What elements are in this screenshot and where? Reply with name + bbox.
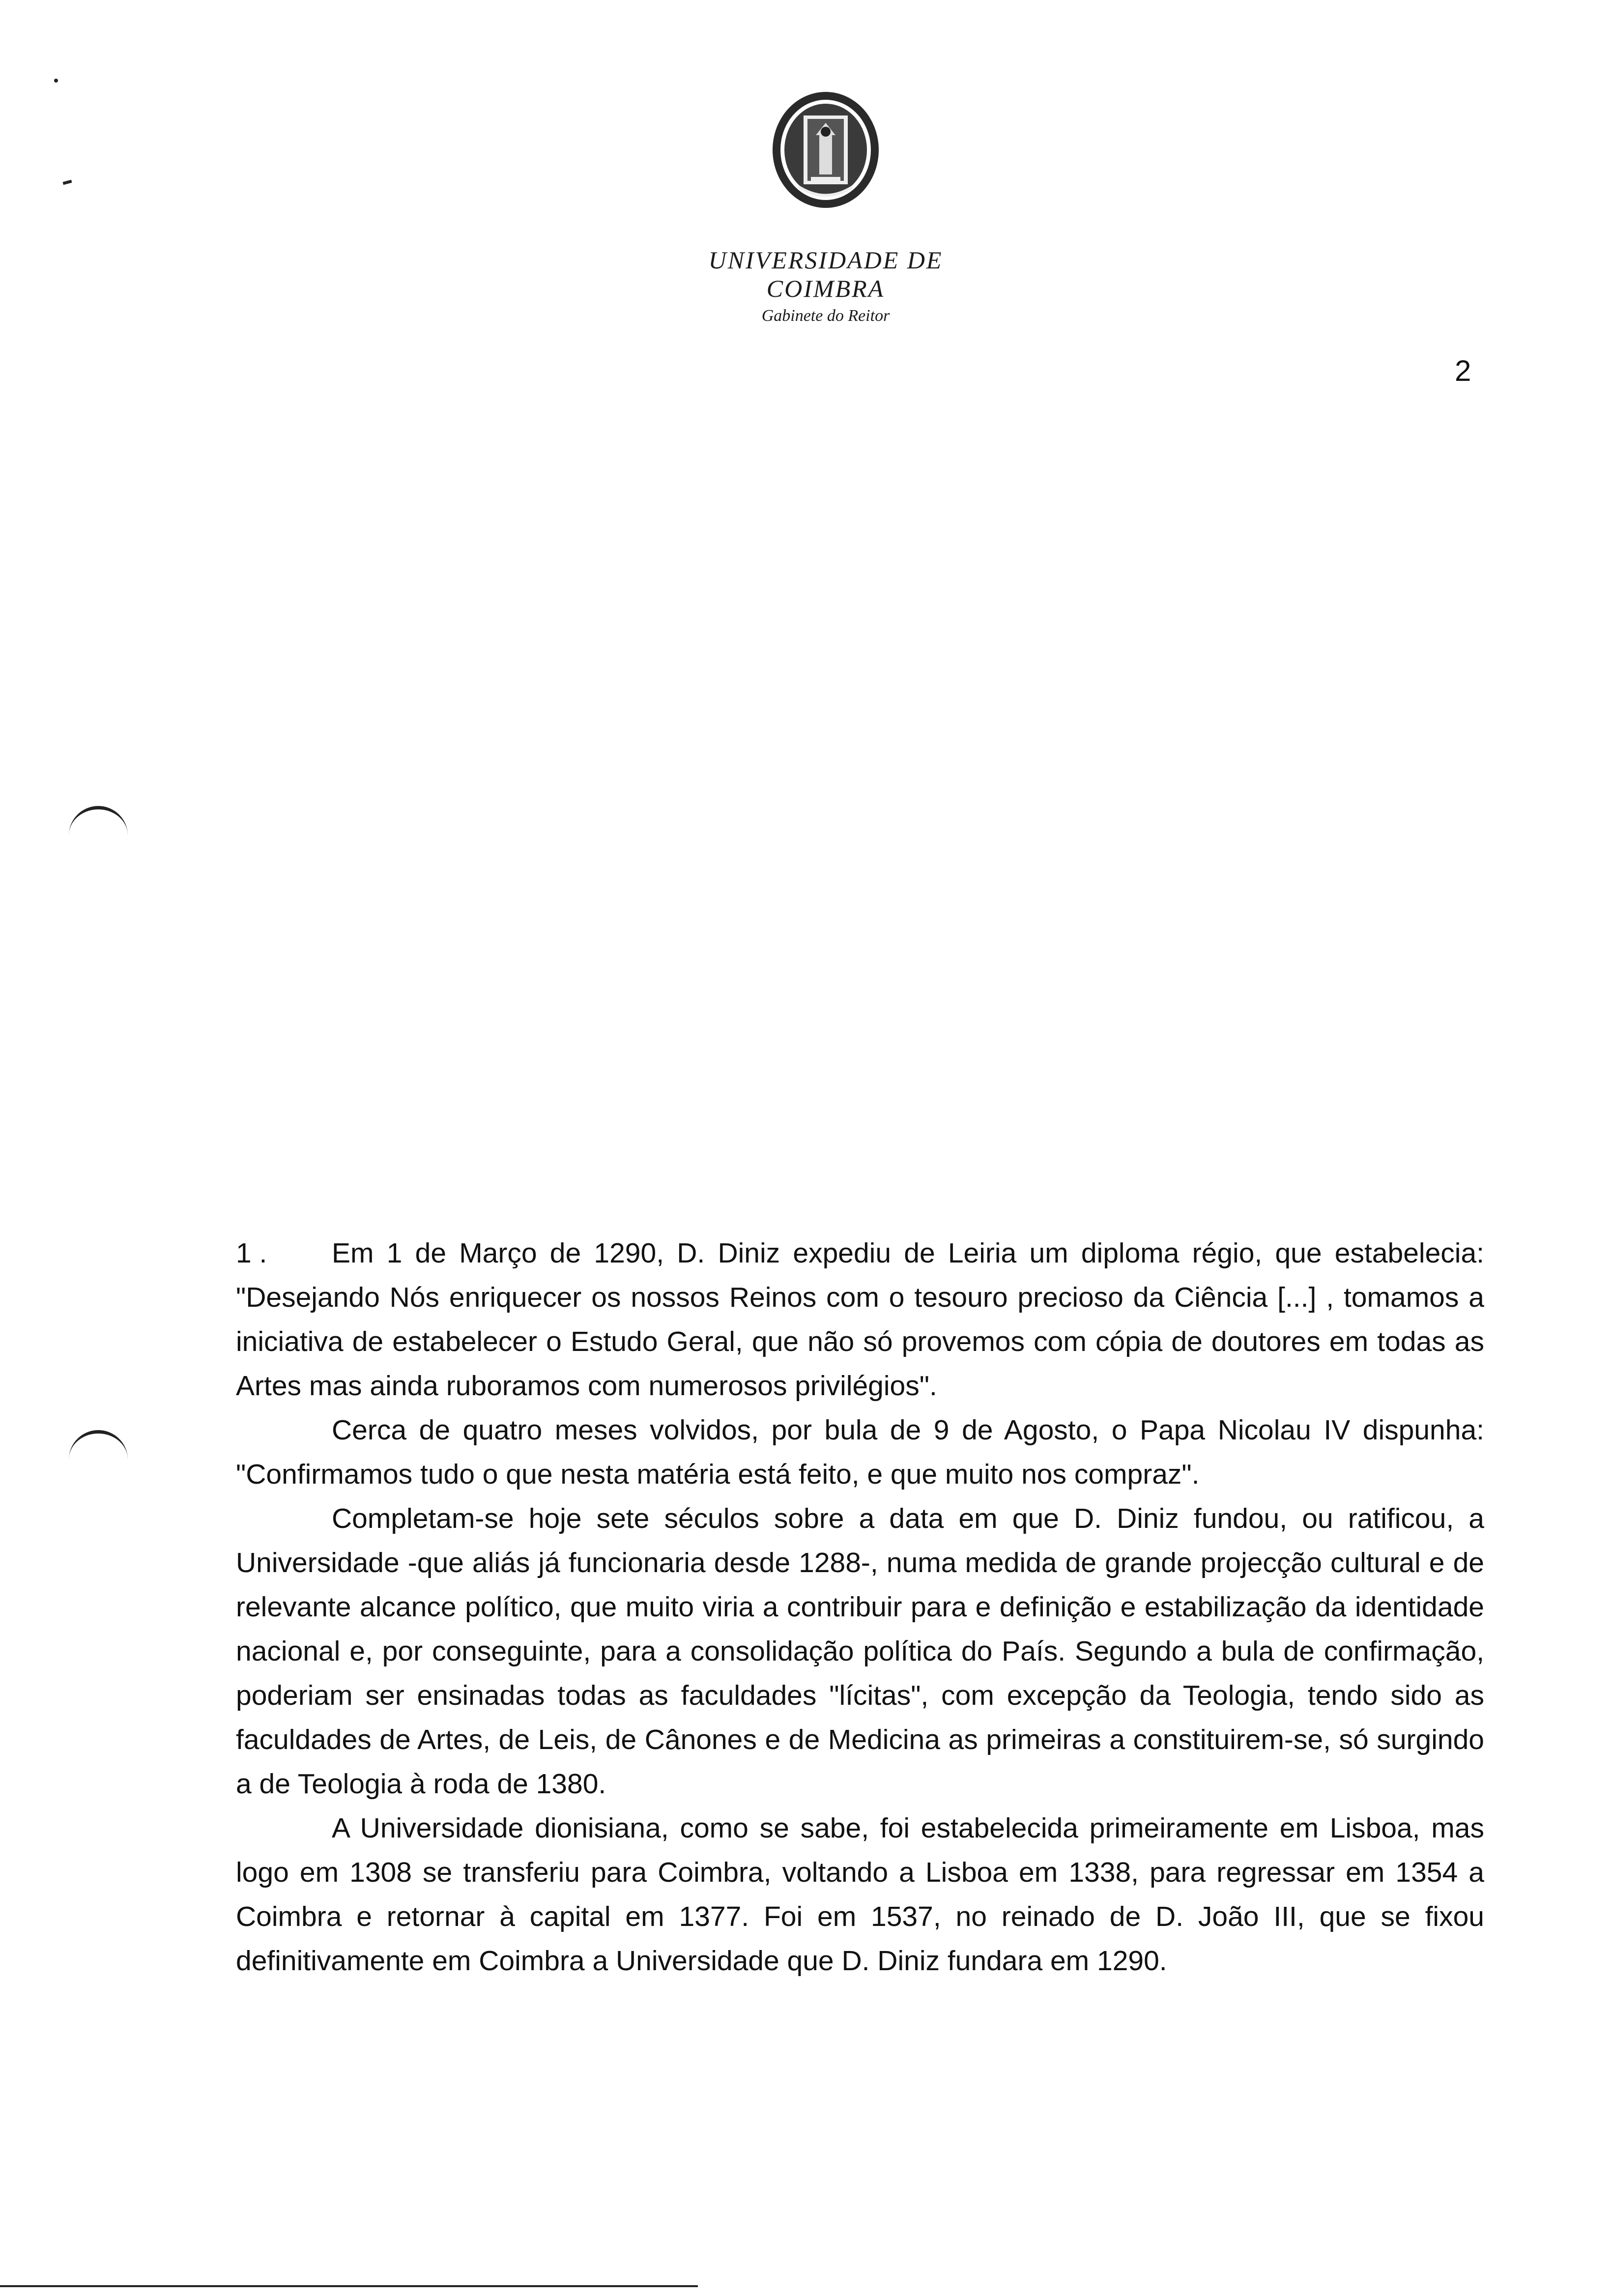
punch-hole-mark — [69, 806, 128, 844]
bottom-rule — [0, 2285, 698, 2287]
punch-hole-mark — [69, 1430, 128, 1468]
paragraph: Cerca de quatro meses volvidos, por bula de 9 de Agosto, o Papa Nicolau IV dispunha: "Confirmamos tudo o que nesta matéria está feito, e que muito nos compraz". — [236, 1414, 1484, 1490]
page-number: 2 — [1455, 354, 1471, 387]
office-name: Gabinete do Reitor — [761, 307, 890, 325]
paragraph-text: Em 1 de Março de 1290, D. Diniz expediu de Leiria um diploma régio, que estabelecia: "Desejando Nós enriquecer os nossos Reinos com o tesouro precioso da Ciência [...] , tomamos a iniciativa de estabelecer o Estudo Geral, que não só provemos com cópia de doutores em todas as Artes mas ainda ruboramos com numerosos privilégios". — [236, 1237, 1484, 1402]
paragraph — [236, 1231, 1484, 1408]
item-number: 1 . — [236, 1237, 267, 1269]
document-body — [236, 1231, 1484, 1983]
institution-name: UNIVERSIDADE DE COIMBRA — [708, 246, 943, 302]
paragraph: Completam-se hoje sete séculos sobre a data em que D. Diniz fundou, ou ratificou, a Universidade -que aliás já funcionaria desde 1288-, numa medida de grande projecção cultural e de relevante alcance político, que muito viria a contribuir para e definição e estabilização da identidade nacional e, por conseguinte, para a consolidação política do País. Segundo a bula de confirmação, poderiam ser ensinadas todas as faculdades "lícitas", com excepção da Teologia, tendo sido as faculdades de Artes, de Leis, de Cânones e de Medicina as primeiras a constituirem-se, só surgindo a de Teologia à roda de 1380. — [236, 1503, 1484, 1800]
scan-mark — [54, 79, 58, 83]
letterhead — [659, 88, 993, 325]
university-seal-icon — [769, 88, 882, 211]
paragraph: A Universidade dionisiana, como se sabe, foi estabelecida primeiramente em Lisboa, mas logo em 1308 se transferiu para Coimbra, voltando a Lisboa em 1338, para regressar em 1354 a Coimbra e retornar à capital em 1377. Foi em 1537, no reinado de D. João III, que se fixou definitivamente em Coimbra a Universidade que D. Diniz fundara em 1290. — [236, 1812, 1484, 1977]
scan-mark — [63, 180, 72, 185]
